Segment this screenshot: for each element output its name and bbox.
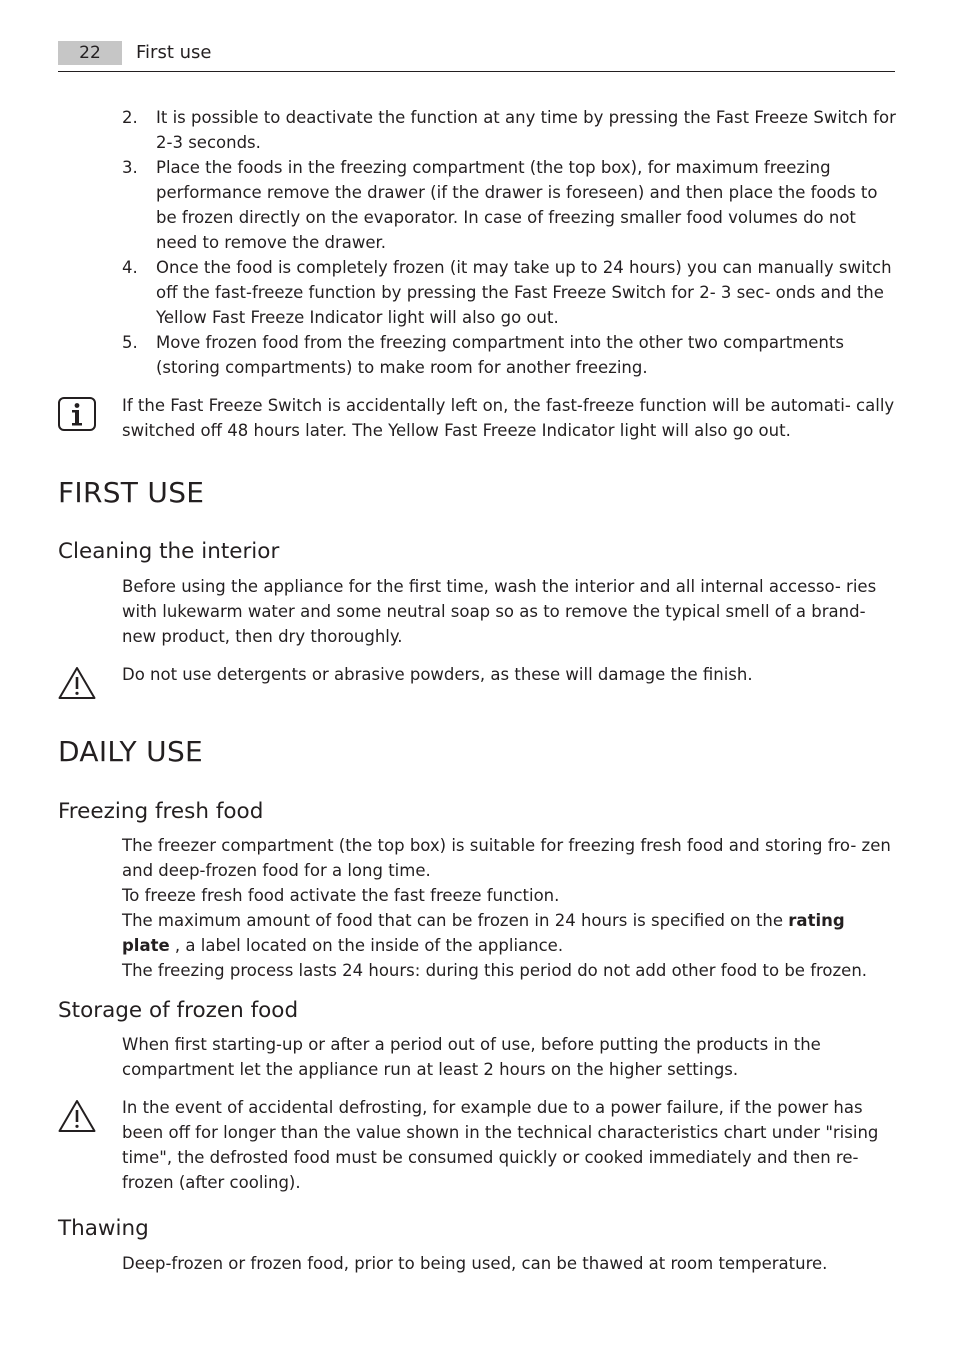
cleaning-warning-text: Do not use detergents or abrasive powders, as these will damage the finish. bbox=[122, 665, 753, 684]
cleaning-heading: Cleaning the interior bbox=[58, 539, 280, 564]
rating-plate-term: rating plate bbox=[122, 911, 845, 955]
cleaning-text: Before using the appliance for the first time, wash the interior and all internal accesso- ries with lukewarm water and some neutral soap so as to remove the typical smell of a brand-new product, then dry thoroughly. bbox=[122, 577, 877, 646]
cleaning-warning bbox=[58, 662, 898, 687]
storage-text: When first starting-up or after a period out of use, before putting the products in the compartment let the appliance run at least 2 hours on the higher settings. bbox=[122, 1035, 821, 1079]
header-section-title: First use bbox=[136, 42, 212, 63]
freezing-paragraph: The freezer compartment (the top box) is suitable for freezing fresh food and storing fro- zen and deep-frozen food for a long time. bbox=[122, 836, 891, 880]
freezing-text bbox=[122, 833, 898, 983]
warning-icon bbox=[58, 666, 96, 700]
info-note-text: If the Fast Freeze Switch is accidentally left on, the fast-freeze function will be automati- cally switched off 48 hours later. The Yellow Fast Freeze Indicator light will also go out. bbox=[122, 396, 895, 440]
list-item: 2. It is possible to deactivate the function at any time by pressing the Fast Freeze Switch for 2-3 seconds. bbox=[122, 108, 896, 152]
page-number: 22 bbox=[58, 41, 122, 65]
first-use-title: FIRST USE bbox=[58, 476, 205, 509]
info-note bbox=[58, 393, 898, 443]
storage-warning-text: In the event of accidental defrosting, for example due to a power failure, if the power has been off for longer than the value shown in the technical characteristics chart under "rising time", the defrosted food must be consumed quickly or cooked immediately and then re-frozen (after cooling). bbox=[122, 1098, 879, 1192]
list-item: 4. Once the food is completely frozen (it may take up to 24 hours) you can manually switch off the fast-freeze function by pressing the Fast Freeze Switch for 2- 3 sec- onds and the Yellow Fast Freeze Indicator light will also go out. bbox=[122, 258, 892, 327]
storage-warning bbox=[58, 1095, 898, 1195]
fast-freeze-steps-list bbox=[122, 105, 897, 380]
freezing-paragraph: To freeze fresh food activate the fast freeze function. bbox=[122, 886, 560, 905]
list-item: 3. Place the foods in the freezing compartment (the top box), for maximum freezing performance remove the drawer (if the drawer is foreseen) and then place the foods to be frozen directly on the evaporator. In case of freezing smaller food volumes do not need to remove the drawer. bbox=[122, 158, 878, 252]
storage-heading: Storage of frozen food bbox=[58, 998, 299, 1023]
thawing-text: Deep-frozen or frozen food, prior to being used, can be thawed at room temperature. bbox=[122, 1254, 828, 1273]
daily-use-title: DAILY USE bbox=[58, 735, 204, 768]
thawing-heading: Thawing bbox=[58, 1216, 149, 1241]
freezing-paragraph: The maximum amount of food that can be frozen in 24 hours is specified on the rating plate , a label located on the inside of the appliance. bbox=[122, 911, 845, 955]
warning-icon bbox=[58, 1099, 96, 1133]
page-header bbox=[58, 41, 895, 72]
list-item: 5. Move frozen food from the freezing compartment into the other two compartments (storing compartments) to make room for another freezing. bbox=[122, 333, 844, 377]
info-icon bbox=[58, 397, 96, 431]
freezing-paragraph: The freezing process lasts 24 hours: during this period do not add other food to be frozen. bbox=[122, 961, 868, 980]
freezing-heading: Freezing fresh food bbox=[58, 799, 264, 824]
